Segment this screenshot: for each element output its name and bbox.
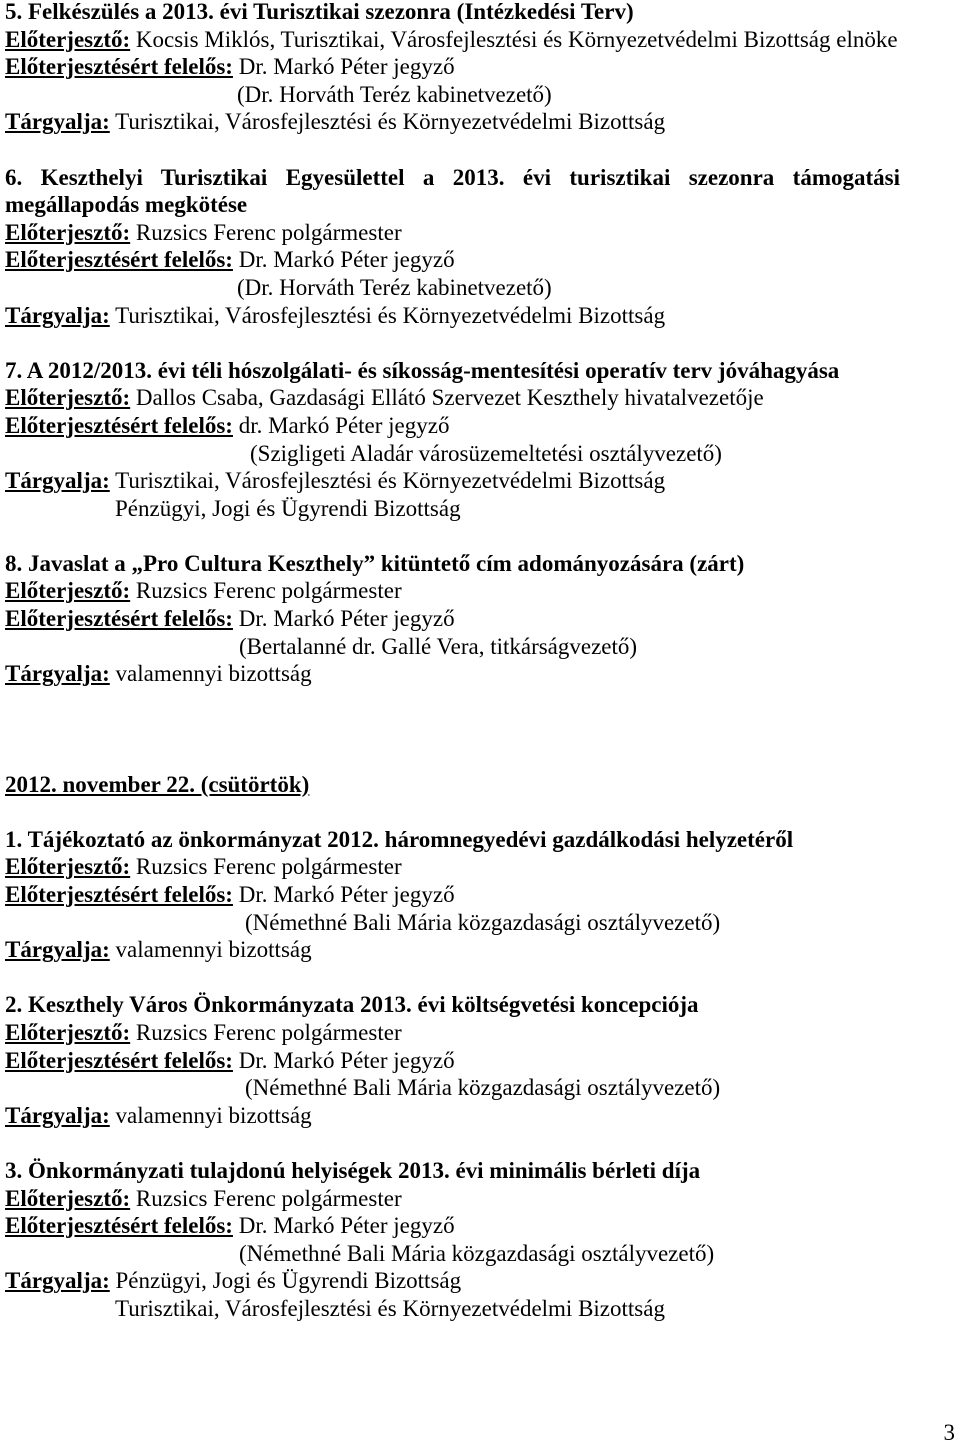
responsible-assistant: (Némethné Bali Mária közgazdasági osztályvezető) bbox=[245, 909, 721, 935]
discussed-by-value: valamennyi bizottság bbox=[115, 937, 312, 963]
responsible-assistant: (Bertalanné dr. Gallé Vera, titkárságvezető) bbox=[239, 633, 638, 659]
responsible-row bbox=[5, 1047, 960, 1075]
responsible-label: Előterjesztésért felelős: bbox=[5, 54, 233, 80]
responsible-row bbox=[5, 605, 960, 633]
discussed-by-value: Turisztikai, Városfejlesztési és Környezetvédelmi Bizottság bbox=[115, 468, 666, 494]
agenda-item bbox=[5, 357, 960, 523]
agenda-item bbox=[5, 550, 960, 688]
responsible-label: Előterjesztésért felelős: bbox=[5, 882, 233, 908]
discussed-by-value: Turisztikai, Városfejlesztési és Környezetvédelmi Bizottság bbox=[115, 109, 666, 135]
agenda-item-title: 6. Keszthelyi Turisztikai Egyesülettel a 2013. évi turisztikai szezonra támogatási bbox=[5, 164, 900, 190]
discussed-by-label: Tárgyalja: bbox=[5, 1102, 110, 1128]
discussed-by-continuation: Turisztikai, Városfejlesztési és Környezetvédelmi Bizottság bbox=[115, 1295, 665, 1321]
responsible-row bbox=[5, 1212, 960, 1240]
session-item-title: 2. Keszthely Város Önkormányzata 2013. évi költségvetési koncepciója bbox=[5, 992, 699, 1018]
presenter-row bbox=[5, 384, 960, 412]
responsible-label: Előterjesztésért felelős: bbox=[5, 606, 233, 632]
responsible-label: Előterjesztésért felelős: bbox=[5, 1213, 233, 1239]
responsible-value: Dr. Markó Péter jegyző bbox=[238, 606, 455, 632]
agenda-item bbox=[5, 164, 960, 330]
discussed-by-value: Pénzügyi, Jogi és Ügyrendi Bizottság bbox=[115, 1268, 462, 1294]
presenter-value: Kocsis Miklós, Turisztikai, Városfejlesztési és Környezetvédelmi Bizottság elnöke bbox=[135, 26, 898, 52]
responsible-value: dr. Markó Péter jegyző bbox=[238, 412, 450, 438]
presenter-row bbox=[5, 1019, 960, 1047]
discussed-by-label: Tárgyalja: bbox=[5, 661, 110, 687]
presenter-row bbox=[5, 853, 960, 881]
presenter-row bbox=[5, 219, 960, 247]
discussed-by-label: Tárgyalja: bbox=[5, 109, 110, 135]
page-number: 3 bbox=[943, 1420, 955, 1445]
session-item bbox=[5, 991, 960, 1129]
responsible-value: Dr. Markó Péter jegyző bbox=[238, 247, 455, 273]
discussed-by-label: Tárgyalja: bbox=[5, 937, 110, 963]
presenter-row bbox=[5, 577, 960, 605]
session-item-title: 1. Tájékoztató az önkormányzat 2012. háromnegyedévi gazdálkodási helyzetéről bbox=[5, 826, 794, 852]
responsible-value: Dr. Markó Péter jegyző bbox=[238, 54, 455, 80]
presenter-value: Ruzsics Ferenc polgármester bbox=[135, 1019, 402, 1045]
discussed-by-value: valamennyi bizottság bbox=[115, 1102, 312, 1128]
presenter-label: Előterjesztő: bbox=[5, 219, 131, 245]
discussed-by-value: valamennyi bizottság bbox=[115, 661, 312, 687]
session-item-title: 3. Önkormányzati tulajdonú helyiségek 2013. évi minimális bérleti díja bbox=[5, 1157, 701, 1183]
responsible-row bbox=[5, 881, 960, 909]
presenter-row bbox=[5, 1185, 960, 1213]
presenter-value: Dallos Csaba, Gazdasági Ellátó Szervezet Keszthely hivatalvezetője bbox=[135, 385, 764, 411]
discussed-by-label: Tárgyalja: bbox=[5, 302, 110, 328]
discussed-by-label: Tárgyalja: bbox=[5, 468, 110, 494]
presenter-value: Ruzsics Ferenc polgármester bbox=[135, 1185, 402, 1211]
presenter-value: Ruzsics Ferenc polgármester bbox=[135, 219, 402, 245]
presenter-value: Ruzsics Ferenc polgármester bbox=[135, 854, 402, 880]
agenda-item bbox=[5, 0, 960, 136]
responsible-assistant: (Dr. Horváth Teréz kabinetvezető) bbox=[237, 274, 552, 300]
responsible-row bbox=[5, 246, 960, 274]
session-item bbox=[5, 1157, 960, 1323]
discussed-by-continuation: Pénzügyi, Jogi és Ügyrendi Bizottság bbox=[115, 495, 461, 521]
discussed-by-value: Turisztikai, Városfejlesztési és Környezetvédelmi Bizottság bbox=[115, 302, 666, 328]
discussed-by-label: Tárgyalja: bbox=[5, 1268, 110, 1294]
responsible-value: Dr. Markó Péter jegyző bbox=[238, 1213, 455, 1239]
presenter-label: Előterjesztő: bbox=[5, 26, 131, 52]
presenter-label: Előterjesztő: bbox=[5, 1019, 131, 1045]
discussed-by-row bbox=[5, 1102, 960, 1130]
session-item bbox=[5, 826, 960, 964]
discussed-by-row bbox=[5, 467, 960, 495]
agenda-item-title: 5. Felkészülés a 2013. évi Turisztikai szezonra (Intézkedési Terv) bbox=[5, 0, 634, 24]
presenter-value: Ruzsics Ferenc polgármester bbox=[135, 578, 402, 604]
agenda-item-title-continuation: megállapodás megkötése bbox=[5, 192, 248, 218]
responsible-assistant: (Némethné Bali Mária közgazdasági osztályvezető) bbox=[239, 1240, 715, 1266]
responsible-label: Előterjesztésért felelős: bbox=[5, 1047, 233, 1073]
responsible-assistant: (Szigligeti Aladár városüzemeltetési osztályvezető) bbox=[250, 440, 722, 466]
responsible-assistant: (Némethné Bali Mária közgazdasági osztályvezető) bbox=[245, 1075, 721, 1101]
presenter-label: Előterjesztő: bbox=[5, 385, 131, 411]
discussed-by-row bbox=[5, 108, 960, 136]
presenter-row bbox=[5, 26, 960, 54]
responsible-value: Dr. Markó Péter jegyző bbox=[238, 882, 455, 908]
agenda-item-title: 7. A 2012/2013. évi téli hószolgálati- és síkosság-mentesítési operatív terv jóváhagyása bbox=[5, 357, 840, 383]
responsible-label: Előterjesztésért felelős: bbox=[5, 247, 233, 273]
discussed-by-row bbox=[5, 936, 960, 964]
discussed-by-row bbox=[5, 302, 960, 330]
responsible-label: Előterjesztésért felelős: bbox=[5, 412, 233, 438]
responsible-row bbox=[5, 412, 960, 440]
presenter-label: Előterjesztő: bbox=[5, 854, 131, 880]
presenter-label: Előterjesztő: bbox=[5, 578, 131, 604]
responsible-row bbox=[5, 53, 960, 81]
responsible-value: Dr. Markó Péter jegyző bbox=[238, 1047, 455, 1073]
session-date-heading: 2012. november 22. (csütörtök) bbox=[5, 771, 310, 797]
discussed-by-row bbox=[5, 1267, 960, 1295]
responsible-assistant: (Dr. Horváth Teréz kabinetvezető) bbox=[237, 81, 552, 107]
presenter-label: Előterjesztő: bbox=[5, 1185, 131, 1211]
agenda-item-title: 8. Javaslat a „Pro Cultura Keszthely” kitüntető cím adományozására (zárt) bbox=[5, 550, 745, 576]
discussed-by-row bbox=[5, 660, 960, 688]
